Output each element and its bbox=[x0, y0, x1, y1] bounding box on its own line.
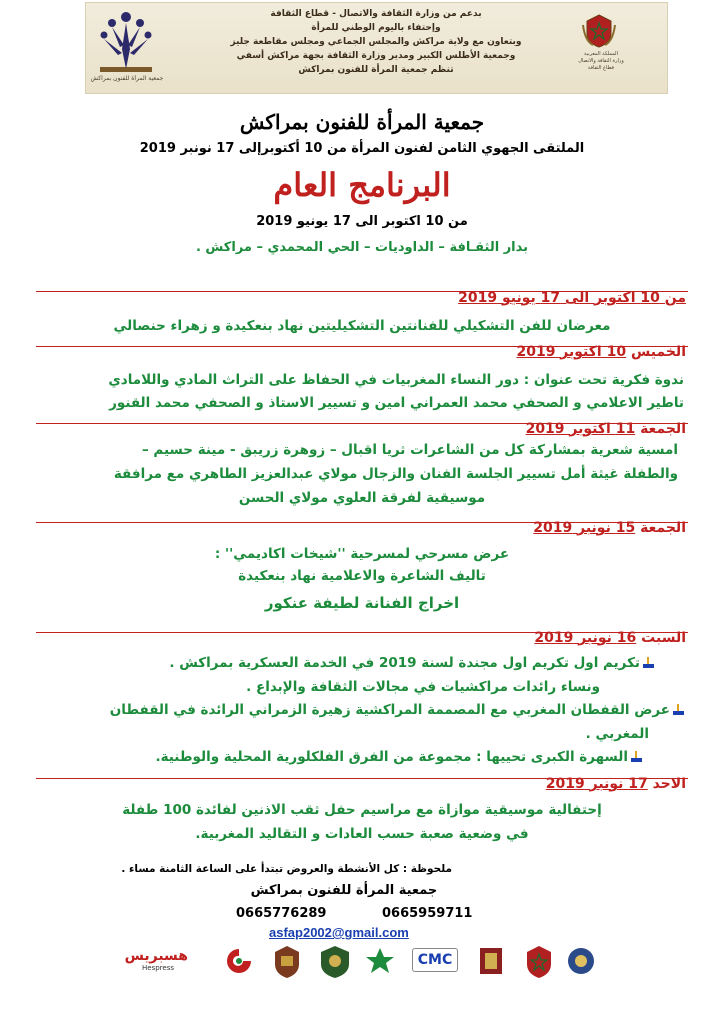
footer-association: جمعية المرأة للفنون بمراكش bbox=[250, 883, 438, 898]
association-logo-icon bbox=[94, 9, 158, 75]
moroccan-emblem-icon bbox=[524, 944, 554, 980]
program-line: إحتفالية موسيقية موازاة مع مراسيم حفل ثقب الاذنين لفائدة 100 طفلة bbox=[122, 802, 602, 818]
section-heading: من 10 اكتوبر الى 17 يونيو 2019 bbox=[458, 290, 686, 306]
program-line: تاطير الاعلامي و الصحفي محمد العمراني امين و تسيير الاستاذ و الصحفي محمد القنور bbox=[109, 395, 684, 411]
program-line: في وضعية صعبة حسب العادات و التقاليد المغربية. bbox=[195, 826, 529, 842]
program-line: ونساء رائدات مراكشيات في مجالات الثقافة والإبداع . bbox=[246, 679, 600, 695]
festival-subtitle: الملتقى الجهوي الثامن لفنون المرأة من 10 أكتوبرإلى 17 نونبر 2019 bbox=[139, 141, 585, 156]
section-heading: الجمعة 11 اكتوبر 2019 bbox=[525, 421, 686, 437]
program-line: ندوة فكرية تحت عنوان : دور النساء المغربيات في الحفاظ على التراث المادي واللامادي bbox=[108, 372, 684, 388]
banner-line: بدعم من وزارة الثقافة والاتصال - قطاع الثقافة bbox=[270, 9, 482, 19]
bullet-icon bbox=[673, 704, 684, 715]
email-link[interactable]: asfap2002@gmail.com bbox=[269, 925, 409, 940]
program-line: عرض القفطان المغربي مع المصممة المراكشية زهيرة الزمراني الرائدة في القفطان bbox=[110, 702, 684, 718]
venue: بدار الثقـافة – الداوديات – الحي المحمدي – مراكش . bbox=[195, 240, 529, 255]
crest-icon bbox=[476, 944, 506, 980]
ministry-caption: المملكة المغربية وزارة الثقافة والاتصال قطاع الثقافة bbox=[578, 51, 624, 71]
program-line: والطفلة غيثة أمل تسيير الجلسة الفنان والزجال مولاي عبدالعزيز الطاهري مع مرافقة bbox=[113, 466, 678, 482]
header-banner bbox=[85, 2, 668, 94]
crest-icon bbox=[566, 946, 596, 976]
section-heading: الاحد 17 نونبر 2019 bbox=[545, 776, 686, 792]
phone-number: 0665776289 bbox=[236, 906, 327, 921]
moroccan-emblem-icon bbox=[581, 13, 617, 49]
phone-number: 0665959711 bbox=[382, 906, 473, 921]
section-heading: السبت 16 نونبر 2019 bbox=[534, 630, 686, 646]
program-line: تاليف الشاعرة والاعلامية نهاد بنعكيدة bbox=[238, 568, 486, 584]
hespress-logo: هسبريس Hespress bbox=[124, 948, 188, 972]
program-title: البرنامج العام bbox=[273, 166, 451, 204]
star-logo-icon bbox=[364, 946, 396, 976]
footer-note: ملحوظة : كل الأنشطة والعروض تبتدأ على الساعة الثامنة مساء . bbox=[121, 863, 452, 875]
crest-icon bbox=[318, 944, 352, 980]
program-line: معرضان للفن التشكيلي للفنانتين التشكيليتين نهاد بنعكيدة و زهراء حنصالي bbox=[113, 318, 611, 334]
banner-line: وجمعية الأطلس الكبير ومدير وزارة الثقافة بجهة مراكش أسفي bbox=[236, 51, 516, 61]
sponsor-emblem-icon bbox=[224, 946, 254, 976]
program-line: السهرة الكبرى تحييها : مجموعة من الفرق الفلكلورية المحلية والوطنية. bbox=[155, 749, 642, 765]
banner-line: تنظم جمعية المرأة للفنون بمراكش bbox=[298, 65, 454, 75]
association-logo-caption: جمعية المرأة للفنون بمراكش bbox=[90, 75, 164, 82]
banner-text bbox=[226, 7, 526, 77]
program-line: اخراج الفنانة لطيفة عنكور bbox=[264, 594, 460, 612]
bullet-icon bbox=[631, 751, 642, 762]
program-line: موسيقية لفرقة العلوي مولاي الحسن bbox=[238, 490, 486, 506]
banner-line: وإحتفاء باليوم الوطني للمرأة bbox=[311, 23, 441, 33]
association-title: جمعية المرأة للفنون بمراكش bbox=[239, 110, 485, 134]
cmc-logo: CMC bbox=[412, 948, 458, 972]
program-line: المغربي . bbox=[585, 726, 649, 742]
date-range: من 10 اكتوبر الى 17 يونيو 2019 bbox=[256, 214, 468, 229]
program-line: تكريم اول تكريم اول مجندة لسنة 2019 في الخدمة العسكرية بمراكش . bbox=[169, 655, 654, 671]
program-line: عرض مسرحي لمسرحية ''شيخات اكاديمي'' : bbox=[214, 546, 510, 562]
sponsor-logos bbox=[120, 944, 600, 1000]
program-line: امسية شعرية بمشاركة كل من الشاعرات ثريا اقبال – زوهرة زريبق - مينة حسيم – bbox=[141, 442, 678, 458]
section-heading: الجمعة 15 نونبر 2019 bbox=[533, 520, 686, 536]
banner-line: وبتعاون مع ولاية مراكش والمجلس الجماعي ومجلس مقاطعة جليز bbox=[230, 37, 522, 47]
section-heading: الخميس 10 اكتوبر 2019 bbox=[516, 344, 686, 360]
crest-icon bbox=[272, 944, 302, 980]
bullet-icon bbox=[643, 657, 654, 668]
